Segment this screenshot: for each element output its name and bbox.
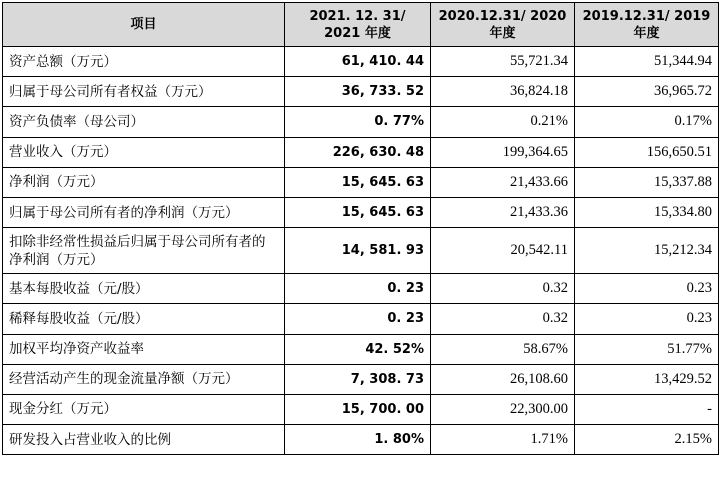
row-label: 资产总额（万元） xyxy=(3,47,285,77)
table-row xyxy=(3,274,719,304)
value-2019: 15,334.80 xyxy=(575,197,719,227)
table-row xyxy=(3,47,719,77)
table-row xyxy=(3,77,719,107)
value-2020: 21,433.66 xyxy=(431,167,575,197)
table-row xyxy=(3,228,719,274)
table-row xyxy=(3,107,719,137)
table-row xyxy=(3,137,719,167)
value-2020: 0.32 xyxy=(431,274,575,304)
table-row xyxy=(3,394,719,424)
value-2019: 51,344.94 xyxy=(575,47,719,77)
value-2020: 26,108.60 xyxy=(431,364,575,394)
header-item: 项目 xyxy=(3,3,285,47)
value-2020: 21,433.36 xyxy=(431,197,575,227)
header-row xyxy=(3,3,719,47)
row-label: 现金分红（万元） xyxy=(3,394,285,424)
value-2019: 0.23 xyxy=(575,274,719,304)
row-label: 营业收入（万元） xyxy=(3,137,285,167)
value-2021: 1. 80% xyxy=(285,425,431,455)
value-2019: 15,212.34 xyxy=(575,228,719,274)
value-2021: 7, 308. 73 xyxy=(285,364,431,394)
value-2021: 226, 630. 48 xyxy=(285,137,431,167)
row-label: 经营活动产生的现金流量净额（万元） xyxy=(3,364,285,394)
value-2019: 0.23 xyxy=(575,304,719,334)
row-label: 研发投入占营业收入的比例 xyxy=(3,425,285,455)
row-label: 净利润（万元） xyxy=(3,167,285,197)
value-2020: 199,364.65 xyxy=(431,137,575,167)
row-label: 基本每股收益（元/股） xyxy=(3,274,285,304)
value-2021: 15, 645. 63 xyxy=(285,197,431,227)
value-2021: 61, 410. 44 xyxy=(285,47,431,77)
header-2020: 2020.12.31/ 2020 年度 xyxy=(431,3,575,47)
financial-summary-table xyxy=(2,2,719,455)
value-2019: - xyxy=(575,394,719,424)
table-row xyxy=(3,334,719,364)
table-row xyxy=(3,197,719,227)
value-2021: 36, 733. 52 xyxy=(285,77,431,107)
value-2019: 13,429.52 xyxy=(575,364,719,394)
table-row xyxy=(3,167,719,197)
header-2021: 2021. 12. 31/ 2021 年度 xyxy=(285,3,431,47)
value-2020: 20,542.11 xyxy=(431,228,575,274)
row-label: 扣除非经常性损益后归属于母公司所有者的净利润（万元） xyxy=(3,228,285,274)
value-2020: 0.32 xyxy=(431,304,575,334)
value-2021: 15, 700. 00 xyxy=(285,394,431,424)
value-2020: 36,824.18 xyxy=(431,77,575,107)
value-2019: 36,965.72 xyxy=(575,77,719,107)
table-row xyxy=(3,364,719,394)
row-label: 资产负债率（母公司） xyxy=(3,107,285,137)
value-2021: 0. 23 xyxy=(285,274,431,304)
value-2021: 15, 645. 63 xyxy=(285,167,431,197)
row-label: 加权平均净资产收益率 xyxy=(3,334,285,364)
value-2019: 156,650.51 xyxy=(575,137,719,167)
table-row xyxy=(3,425,719,455)
value-2020: 22,300.00 xyxy=(431,394,575,424)
value-2019: 51.77% xyxy=(575,334,719,364)
value-2021: 42. 52% xyxy=(285,334,431,364)
value-2019: 0.17% xyxy=(575,107,719,137)
row-label: 归属于母公司所有者的净利润（万元） xyxy=(3,197,285,227)
row-label: 归属于母公司所有者权益（万元） xyxy=(3,77,285,107)
value-2020: 58.67% xyxy=(431,334,575,364)
value-2021: 0. 77% xyxy=(285,107,431,137)
header-2019: 2019.12.31/ 2019 年度 xyxy=(575,3,719,47)
value-2019: 15,337.88 xyxy=(575,167,719,197)
value-2020: 55,721.34 xyxy=(431,47,575,77)
value-2019: 2.15% xyxy=(575,425,719,455)
value-2021: 14, 581. 93 xyxy=(285,228,431,274)
value-2020: 1.71% xyxy=(431,425,575,455)
value-2020: 0.21% xyxy=(431,107,575,137)
table-row xyxy=(3,304,719,334)
value-2021: 0. 23 xyxy=(285,304,431,334)
row-label: 稀释每股收益（元/股） xyxy=(3,304,285,334)
